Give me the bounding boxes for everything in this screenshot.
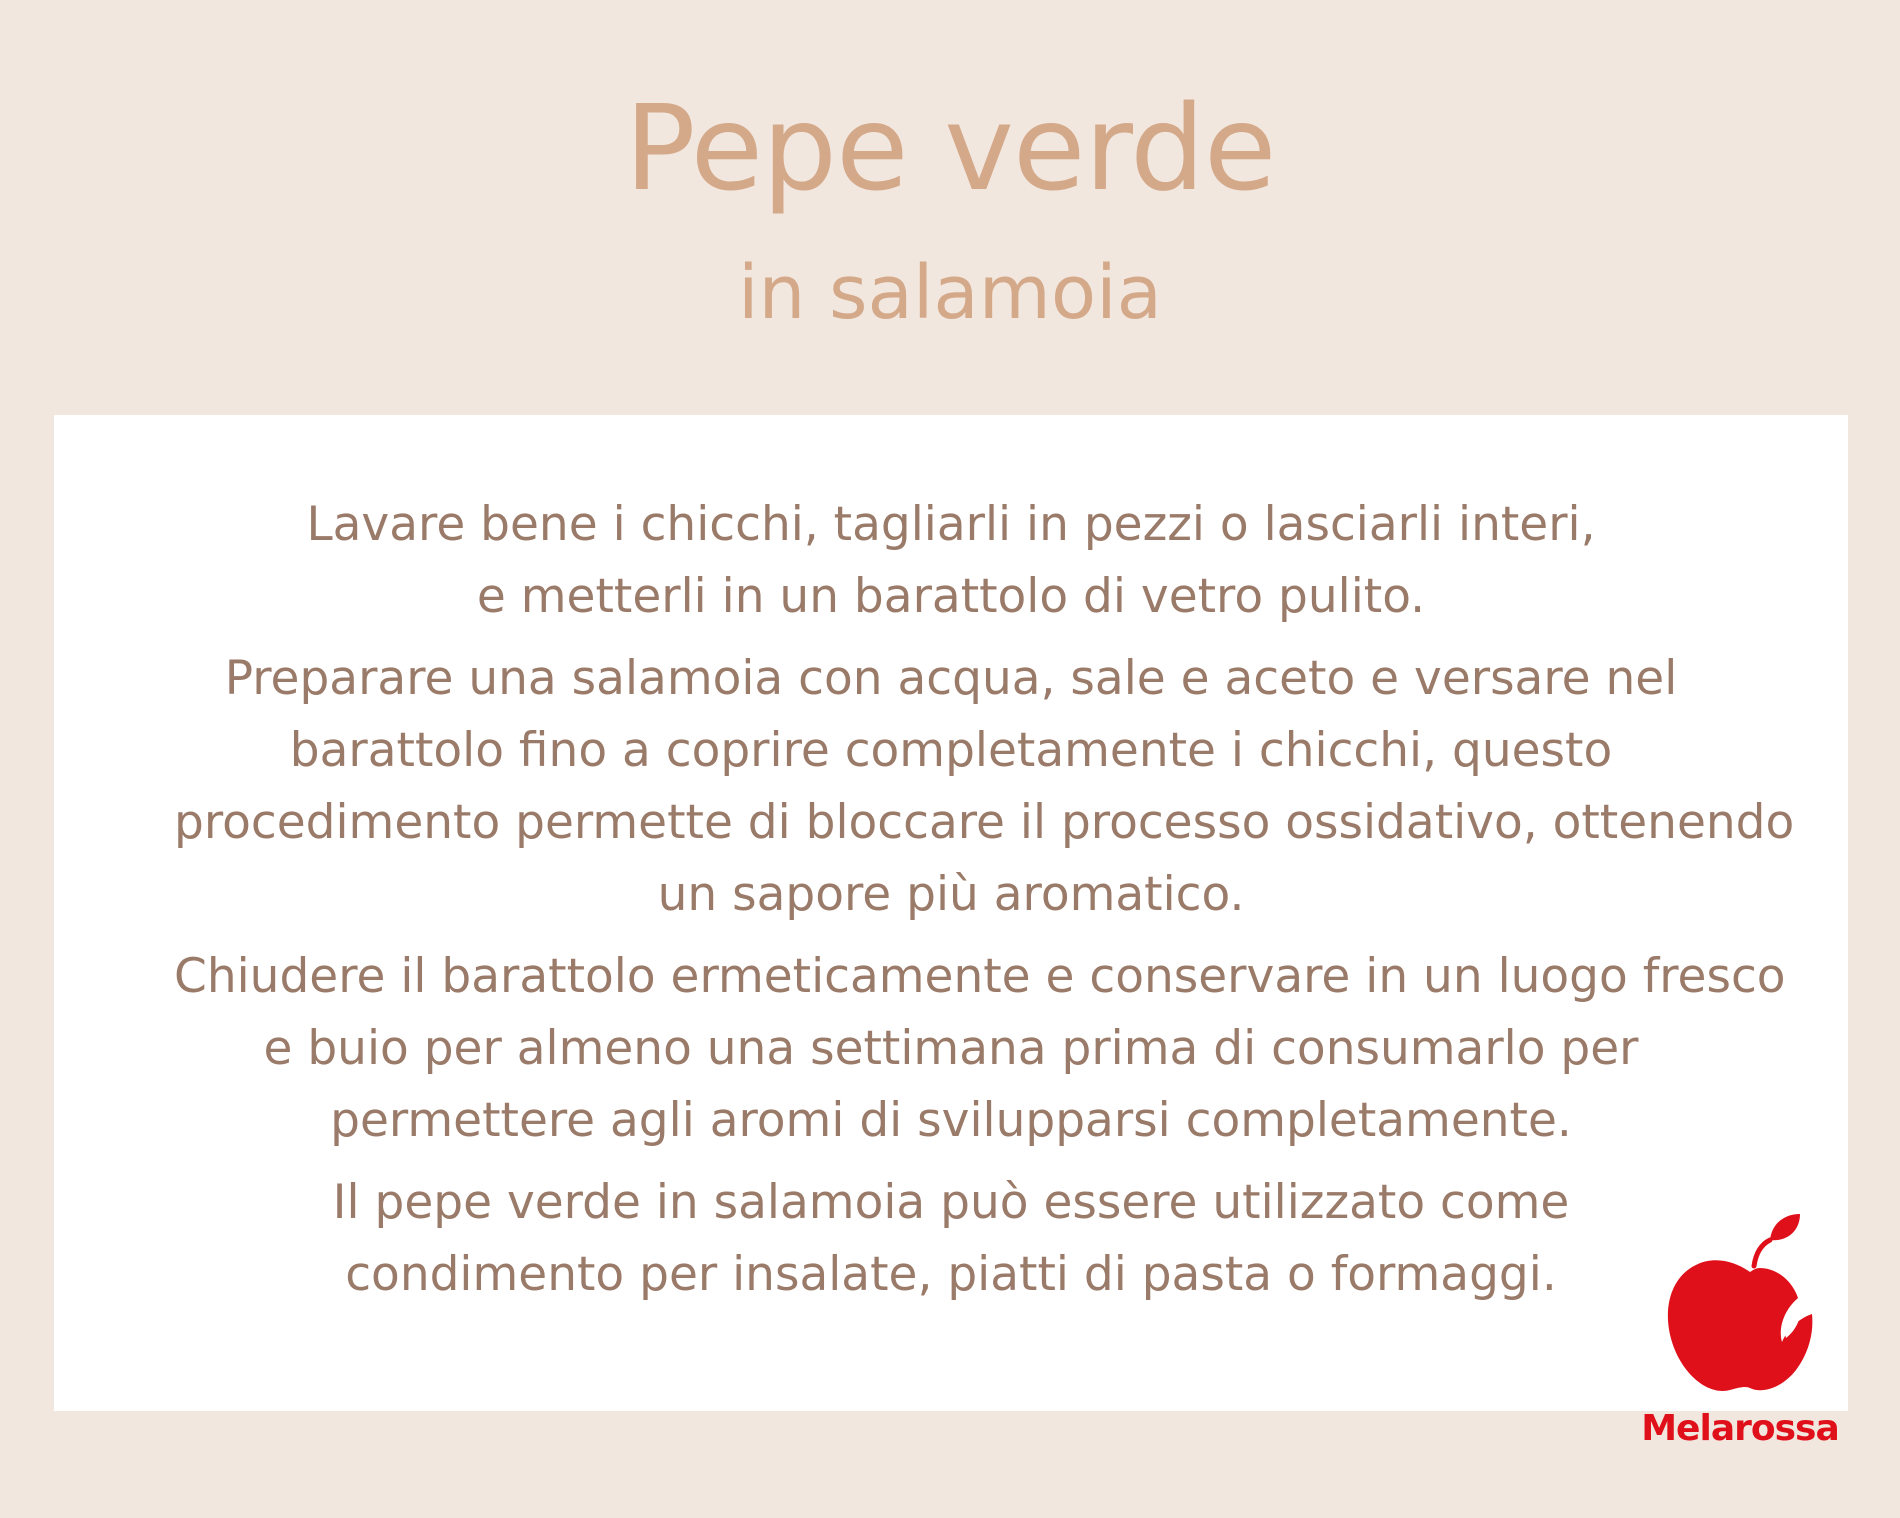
text-line: e metterli in un barattolo di vetro pulito. [476, 569, 1426, 624]
melarossa-logo [1610, 1210, 1870, 1470]
text-line: permettere agli aromi di svilupparsi completamente. [330, 1093, 1572, 1148]
text-line: e buio per almeno una settimana prima di consumarlo per [263, 1021, 1639, 1076]
text-line: Chiudere il barattolo ermeticamente e conservare in un luogo fresco [174, 949, 1786, 1004]
text-line: procedimento permette di bloccare il processo ossidativo, ottenendo [174, 795, 1795, 850]
content-card [54, 415, 1848, 1411]
page-title: Pepe verde [624, 79, 1276, 217]
paragraph-4 [174, 1167, 1728, 1311]
paragraph-2 [174, 643, 1795, 931]
text-line: Preparare una salamoia con acqua, sale e aceto e versare nel [224, 651, 1678, 706]
text-line: Lavare bene i chicchi, tagliarli in pezzi o lasciarli interi, [306, 497, 1596, 552]
page-subtitle: in salamoia [737, 250, 1163, 336]
text-line: barattolo fino a coprire completamente i chicchi, questo [289, 723, 1613, 778]
apple-icon [1650, 1210, 1820, 1400]
instructions-text [174, 489, 1795, 1321]
text-line: un sapore più aromatico. [657, 867, 1245, 922]
text-line: condimento per insalate, piatti di pasta o formaggi. [345, 1247, 1557, 1302]
paragraph-3 [174, 941, 1786, 1157]
text-line: Il pepe verde in salamoia può essere utilizzato come [332, 1175, 1570, 1230]
brand-name: Melarossa [1641, 1408, 1839, 1449]
paragraph-1 [174, 489, 1728, 633]
